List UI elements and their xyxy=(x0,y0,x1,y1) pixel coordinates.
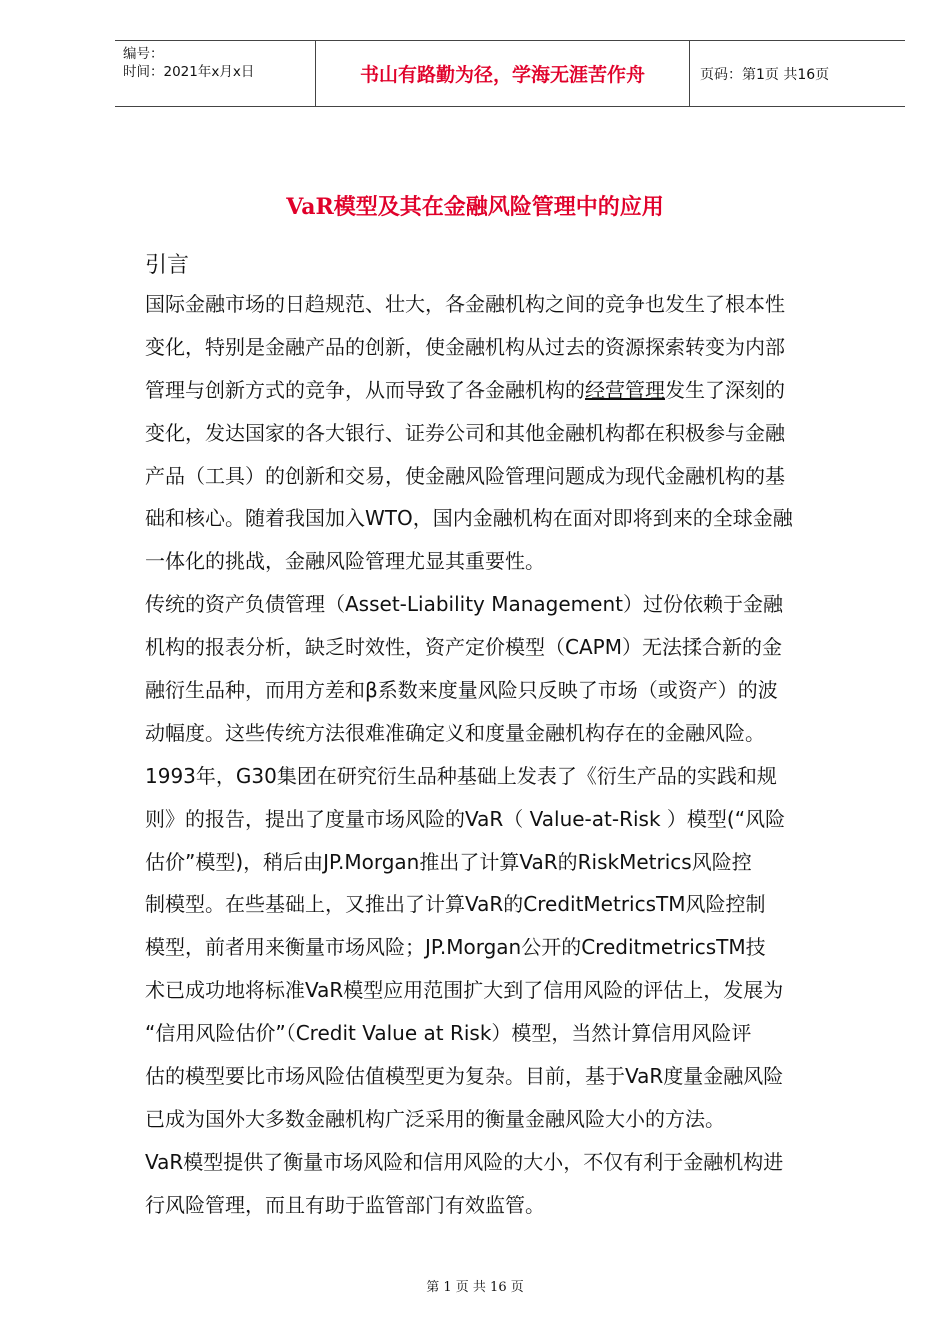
paragraph xyxy=(145,283,880,583)
number-label: 编号： xyxy=(123,46,164,62)
page-footer: 第 1 页 共 16 页 xyxy=(426,1280,524,1295)
header-page-info: 页码：第1页 共16页 xyxy=(700,66,830,83)
header-motto: 书山有路勤为径，学海无涯苦作舟 xyxy=(315,41,690,106)
paragraph xyxy=(145,1141,880,1227)
text-line: 估价”模型)，稍后由JP.Morgan推出了计算VaR的RiskMetrics风险控 xyxy=(145,849,752,874)
text-line: 则》的报告，提出了度量市场风险的VaR（ Value-at-Risk ）模型(“风险 xyxy=(145,806,786,831)
underlined-term: 经营管理 xyxy=(585,377,665,402)
text-line: 已成为国外大多数金融机构广泛采用的衡量金融风险大小的方法。 xyxy=(145,1106,725,1131)
text-line: 动幅度。这些传统方法很难准确定义和度量金融机构存在的金融风险。 xyxy=(145,720,765,745)
text-line: 制模型。在些基础上，又推出了计算VaR的CreditMetricsTM风险控制 xyxy=(145,892,766,917)
text-line: 产品（工具）的创新和交易，使金融风险管理问题成为现代金融机构的基 xyxy=(145,463,785,488)
text-line: 估的模型要比市场风险估值模型更为复杂。目前，基于VaR度量金融风险 xyxy=(145,1064,784,1089)
header-meta xyxy=(115,41,315,106)
text-line: 机构的报表分析，缺乏时效性，资产定价模型（CAPM）无法揉合新的金 xyxy=(145,635,782,660)
text-line: 模型，前者用来衡量市场风险；JP.Morgan公开的CreditmetricsTM技 xyxy=(145,935,766,960)
paragraph xyxy=(145,755,880,1141)
text-line: 术已成功地将标准VaR模型应用范围扩大到了信用风险的评估上，发展为 xyxy=(145,978,784,1003)
body-text xyxy=(145,283,880,1227)
text-line: “信用风险估价”（Credit Value at Risk）模型，当然计算信用风险评 xyxy=(145,1021,752,1046)
text-line: 管理与创新方式的竞争，从而导致了各金融机构的经营管理发生了深刻的 xyxy=(145,377,785,402)
document-title: VaR模型及其在金融风险管理中的应用 xyxy=(286,194,664,220)
text-line: 础和核心。随着我国加入WTO，国内金融机构在面对即将到来的全球金融 xyxy=(145,506,793,531)
text-line: 传统的资产负债管理（Asset-Liability Management）过份依赖于金融 xyxy=(145,592,783,617)
text-line: 国际金融市场的日趋规范、壮大，各金融机构之间的竞争也发生了根本性 xyxy=(145,292,785,316)
text-line: VaR模型提供了衡量市场风险和信用风险的大小，不仅有利于金融机构进 xyxy=(145,1149,784,1174)
text-line: 融衍生品种，而用方差和β系数来度量风险只反映了市场（或资产）的波 xyxy=(145,678,778,703)
text-line: 变化，发达国家的各大银行、证券公司和其他金融机构都在积极参与金融 xyxy=(145,420,785,445)
text-line: 一体化的挑战，金融风险管理尤显其重要性。 xyxy=(145,549,545,574)
text-line: 行风险管理，而且有助于监管部门有效监管。 xyxy=(145,1192,545,1217)
text-line: 1993年，G30集团在研究衍生品种基础上发表了《衍生产品的实践和规 xyxy=(145,763,777,788)
section-heading: 引言 xyxy=(145,253,190,278)
page-header xyxy=(115,40,905,107)
paragraph xyxy=(145,583,880,755)
time-label: 时间：2021年x月x日 xyxy=(123,64,255,80)
text-line: 变化，特别是金融产品的创新，使金融机构从过去的资源探索转变为内部 xyxy=(145,334,785,359)
